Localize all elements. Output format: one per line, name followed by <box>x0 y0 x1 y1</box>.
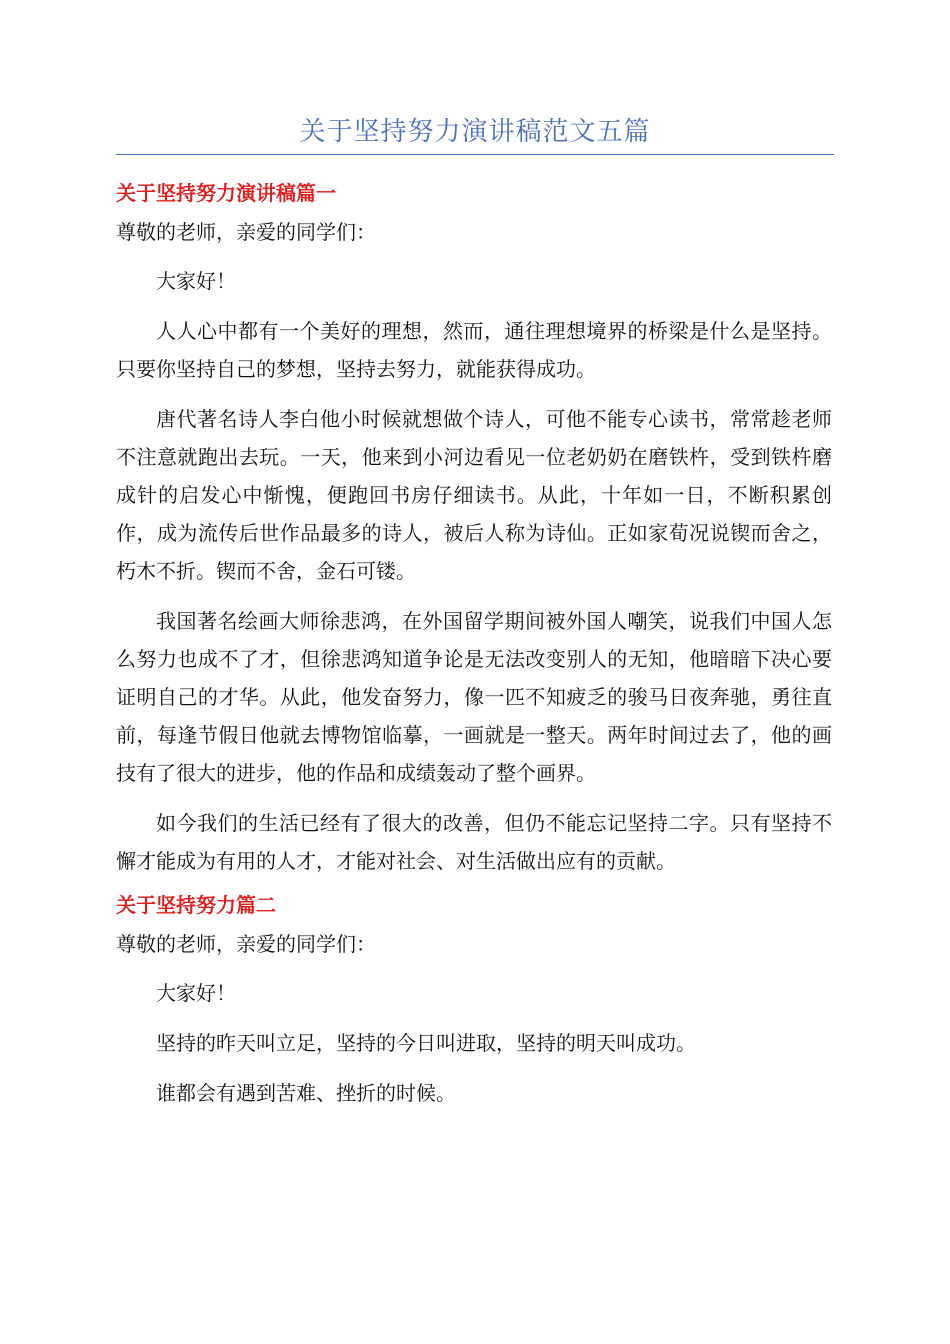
section-1 <box>116 180 832 880</box>
salutation: 尊敬的老师，亲爱的同学们： <box>116 932 376 956</box>
paragraph: 大家好！ <box>156 981 236 1005</box>
section-2 <box>116 892 832 1112</box>
paragraph: 大家好！ <box>156 269 236 293</box>
paragraph: 如今我们的生活已经有了很大的改善，但仍不能忘记坚持二字。只有坚持不懈才能成为有用的人才，才能对社会、对生活做出应有的贡献。 <box>116 811 832 873</box>
paragraph: 我国著名绘画大师徐悲鸿，在外国留学期间被外国人嘲笑，说我们中国人怎么努力也成不了才，但徐悲鸿知道争论是无法改变别人的无知，他暗暗下决心要证明自己的才华。从此，他发奋努力，像一匹不知疲乏的骏马日夜奔驰，勇往直前，每逢节假日他就去博物馆临摹，一画就是一整天。两年时间过去了，他的画技有了很大的进步，他的作品和成绩轰动了整个画界。 <box>116 609 832 785</box>
paragraph: 人人心中都有一个美好的理想，然而，通往理想境界的桥梁是什么是坚持。只要你坚持自己的梦想，坚持去努力，就能获得成功。 <box>116 319 832 381</box>
section-heading: 关于坚持努力演讲稿篇一 <box>116 181 336 205</box>
document-title: 关于坚持努力演讲稿范文五篇 <box>299 117 651 147</box>
document-body <box>116 170 832 1124</box>
paragraph: 谁都会有遇到苦难、挫折的时候。 <box>156 1081 456 1105</box>
paragraph: 唐代著名诗人李白他小时候就想做个诗人，可他不能专心读书，常常趁老师不注意就跑出去玩。一天，他来到小河边看见一位老奶奶在磨铁杵，受到铁杵磨成针的启发心中惭愧，便跑回书房仔细读书。从此，十年如一日，不断积累创作，成为流传后世作品最多的诗人，被后人称为诗仙。正如家荀况说锲而舍之，朽木不折。锲而不舍，金石可镂。 <box>116 407 832 583</box>
title-underline <box>116 154 834 155</box>
paragraph: 坚持的昨天叫立足，坚持的今日叫进取，坚持的明天叫成功。 <box>156 1031 696 1055</box>
salutation: 尊敬的老师，亲爱的同学们： <box>116 220 376 244</box>
section-heading: 关于坚持努力篇二 <box>116 893 276 917</box>
